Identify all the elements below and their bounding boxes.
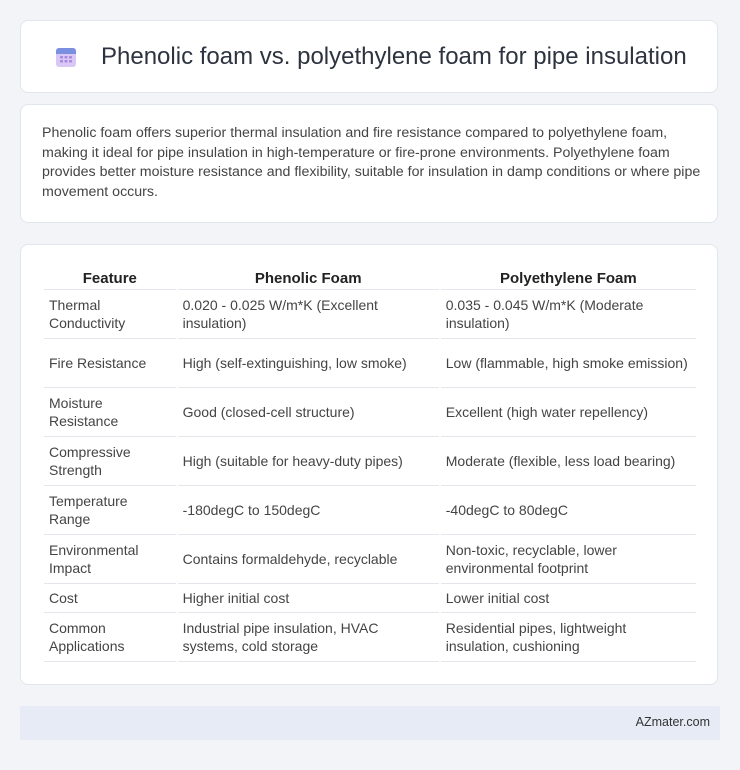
phenolic-cell: -180degC to 150degC — [178, 486, 439, 535]
header-phenolic: Phenolic Foam — [178, 267, 439, 290]
feature-cell: Fire Resistance — [44, 339, 176, 388]
phenolic-cell: High (suitable for heavy-duty pipes) — [178, 437, 439, 486]
footer — [20, 706, 720, 740]
feature-cell: Cost — [44, 584, 176, 613]
table-row — [44, 290, 696, 339]
table-row — [44, 437, 696, 486]
polyethylene-cell: Excellent (high water repellency) — [441, 388, 696, 437]
comparison-table — [42, 267, 698, 662]
polyethylene-cell: Lower initial cost — [441, 584, 696, 613]
polyethylene-cell: 0.035 - 0.045 W/m*K (Moderate insulation) — [441, 290, 696, 339]
feature-cell: Moisture Resistance — [44, 388, 176, 437]
feature-cell: Common Applications — [44, 613, 176, 662]
calendar-icon — [54, 45, 78, 69]
page-title: Phenolic foam vs. polyethylene foam for pipe insulation — [101, 43, 687, 70]
phenolic-cell: Contains formaldehyde, recyclable — [178, 535, 439, 584]
comparison-card — [20, 244, 718, 685]
polyethylene-cell: Low (flammable, high smoke emission) — [441, 339, 696, 388]
table-row — [44, 535, 696, 584]
phenolic-cell: Good (closed-cell structure) — [178, 388, 439, 437]
polyethylene-cell: Residential pipes, lightweight insulation, cushioning — [441, 613, 696, 662]
polyethylene-cell: -40degC to 80degC — [441, 486, 696, 535]
polyethylene-cell: Moderate (flexible, less load bearing) — [441, 437, 696, 486]
polyethylene-cell: Non-toxic, recyclable, lower environmental footprint — [441, 535, 696, 584]
header-feature: Feature — [44, 267, 176, 290]
table-row — [44, 584, 696, 613]
phenolic-cell: 0.020 - 0.025 W/m*K (Excellent insulation) — [178, 290, 439, 339]
summary-card — [20, 104, 718, 223]
table-row — [44, 388, 696, 437]
table-row — [44, 339, 696, 388]
phenolic-cell: High (self-extinguishing, low smoke) — [178, 339, 439, 388]
feature-cell: Thermal Conductivity — [44, 290, 176, 339]
summary-text: Phenolic foam offers superior thermal insulation and fire resistance compared to polyethylene foam, making it ideal for pipe insulation in high-temperature or fire-prone environments. Polyethylene foam provides better moisture resistance and flexibility, suitable for insulation in damp conditions or where pipe movement occurs. — [42, 125, 701, 200]
table-row — [44, 613, 696, 662]
feature-cell: Compressive Strength — [44, 437, 176, 486]
table-header-row — [44, 267, 696, 290]
table-row — [44, 486, 696, 535]
title-card — [20, 20, 718, 93]
header-polyethylene: Polyethylene Foam — [441, 267, 696, 290]
phenolic-cell: Industrial pipe insulation, HVAC systems, cold storage — [178, 613, 439, 662]
phenolic-cell: Higher initial cost — [178, 584, 439, 613]
feature-cell: Temperature Range — [44, 486, 176, 535]
footer-brand[interactable]: AZmater.com — [635, 715, 710, 729]
feature-cell: Environmental Impact — [44, 535, 176, 584]
